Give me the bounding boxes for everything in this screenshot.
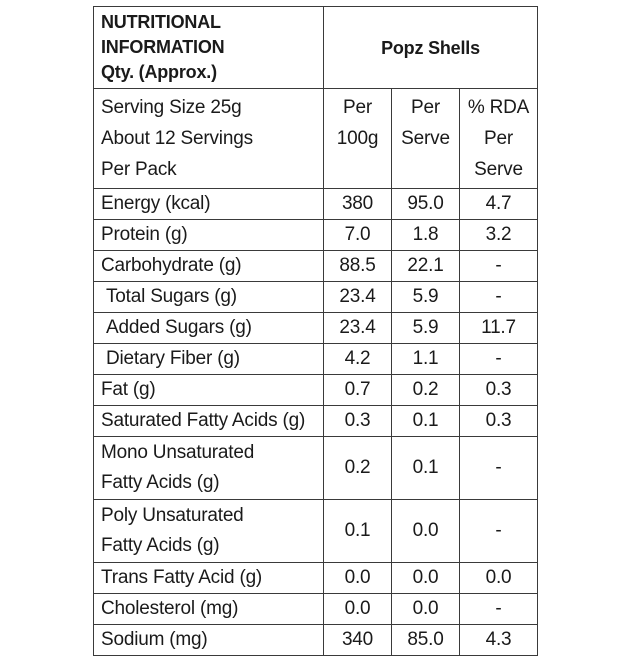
value-per-serve: 0.0: [392, 500, 460, 563]
value-per-serve: 5.9: [392, 282, 460, 313]
value-rda: -: [460, 282, 538, 313]
col-per100-line-1: Per: [343, 97, 372, 118]
value-rda: -: [460, 251, 538, 282]
col-serve-line-2: Serve: [401, 128, 450, 149]
value-per-serve: 22.1: [392, 251, 460, 282]
table-row-carbohydrate: [94, 251, 538, 282]
nutrition-label: [93, 6, 538, 656]
value-per-100g: 0.3: [324, 406, 392, 437]
table-row-trans-fatty-acid: [94, 563, 538, 594]
value-rda: 3.2: [460, 220, 538, 251]
value-per-serve: 0.1: [392, 437, 460, 500]
table-row-protein: [94, 220, 538, 251]
value-per-100g: 0.0: [324, 563, 392, 594]
nutrient-name: Carbohydrate (g): [94, 251, 324, 282]
nutrient-name: Saturated Fatty Acids (g): [94, 406, 324, 437]
value-per-serve: 0.0: [392, 594, 460, 625]
nutrition-table: [93, 6, 538, 656]
value-per-serve: 1.8: [392, 220, 460, 251]
title-line-1: NUTRITIONAL INFORMATION: [101, 12, 225, 57]
value-rda: -: [460, 437, 538, 500]
value-per-100g: 0.2: [324, 437, 392, 500]
nutrient-name: Dietary Fiber (g): [94, 344, 324, 375]
table-row-added-sugars: [94, 313, 538, 344]
nutrient-name: Cholesterol (mg): [94, 594, 324, 625]
value-rda: 0.0: [460, 563, 538, 594]
col-rda-line-1: % RDA: [467, 97, 530, 118]
nutrient-name-line-1: Mono Unsaturated: [101, 442, 255, 463]
table-row-sodium: [94, 625, 538, 656]
servings-per-pack-line-2: Per Pack: [101, 159, 177, 180]
value-per-100g: 23.4: [324, 282, 392, 313]
table-row-fat: [94, 375, 538, 406]
value-per-serve: 95.0: [392, 189, 460, 220]
nutrient-name: [94, 437, 324, 500]
value-per-serve: 5.9: [392, 313, 460, 344]
value-rda: 0.3: [460, 406, 538, 437]
nutrient-name-line-1: Poly Unsaturated: [101, 505, 244, 526]
nutrient-name: Energy (kcal): [94, 189, 324, 220]
value-per-100g: 0.7: [324, 375, 392, 406]
value-per-100g: 23.4: [324, 313, 392, 344]
nutrient-name: Trans Fatty Acid (g): [94, 563, 324, 594]
table-row-dietary-fiber: [94, 344, 538, 375]
table-row-energy: [94, 189, 538, 220]
value-per-100g: 380: [324, 189, 392, 220]
table-title: [94, 7, 324, 89]
col-header-per-100g: [324, 89, 392, 189]
nutrient-name: Protein (g): [94, 220, 324, 251]
nutrient-name: Total Sugars (g): [94, 282, 324, 313]
value-rda: -: [460, 344, 538, 375]
value-rda: -: [460, 500, 538, 563]
serving-info: [94, 89, 324, 189]
table-row-poly-unsaturated: [94, 500, 538, 563]
value-per-100g: 340: [324, 625, 392, 656]
subheader-row: [94, 89, 538, 189]
title-line-2: Qty. (Approx.): [101, 62, 217, 82]
col-per100-line-2: 100g: [336, 128, 379, 149]
col-header-per-serve: [392, 89, 460, 189]
value-rda: 11.7: [460, 313, 538, 344]
value-per-serve: 0.0: [392, 563, 460, 594]
value-rda: -: [460, 594, 538, 625]
value-per-serve: 1.1: [392, 344, 460, 375]
table-row-mono-unsaturated: [94, 437, 538, 500]
value-per-100g: 7.0: [324, 220, 392, 251]
value-per-100g: 88.5: [324, 251, 392, 282]
nutrient-name-line-2: Fatty Acids (g): [101, 472, 220, 493]
header-row: [94, 7, 538, 89]
value-rda: 0.3: [460, 375, 538, 406]
value-rda: 4.7: [460, 189, 538, 220]
value-per-serve: 0.1: [392, 406, 460, 437]
table-row-cholesterol: [94, 594, 538, 625]
value-per-100g: 0.1: [324, 500, 392, 563]
serving-size: Serving Size 25g: [101, 97, 242, 118]
col-rda-line-2: Per: [484, 128, 513, 149]
col-rda-line-3: Serve: [474, 159, 523, 180]
table-row-saturated-fatty-acids: [94, 406, 538, 437]
nutrient-name: [94, 500, 324, 563]
nutrient-name-line-2: Fatty Acids (g): [101, 535, 220, 556]
value-per-serve: 0.2: [392, 375, 460, 406]
table-row-total-sugars: [94, 282, 538, 313]
col-serve-line-1: Per: [411, 97, 440, 118]
value-rda: 4.3: [460, 625, 538, 656]
nutrient-name: Added Sugars (g): [94, 313, 324, 344]
value-per-serve: 85.0: [392, 625, 460, 656]
nutrient-name: Fat (g): [94, 375, 324, 406]
value-per-100g: 4.2: [324, 344, 392, 375]
product-name: Popz Shells: [324, 7, 538, 89]
col-header-rda: [460, 89, 538, 189]
servings-per-pack-line-1: About 12 Servings: [101, 128, 253, 149]
value-per-100g: 0.0: [324, 594, 392, 625]
nutrient-name: Sodium (mg): [94, 625, 324, 656]
